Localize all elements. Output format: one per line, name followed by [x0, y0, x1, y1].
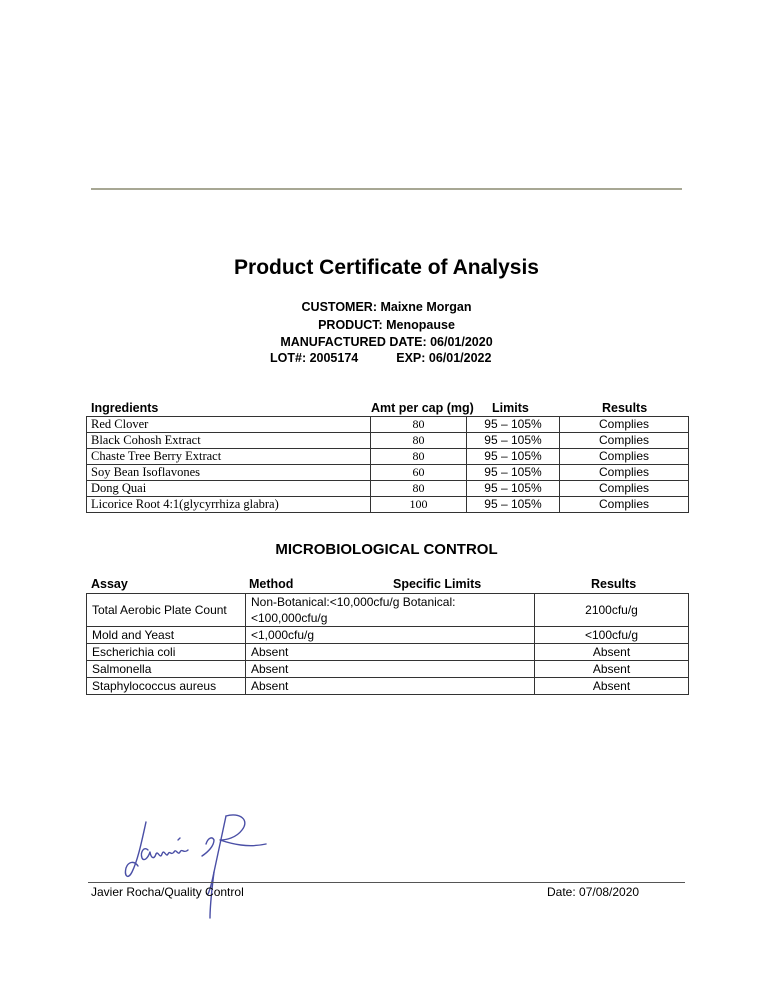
ingredient-name: Chaste Tree Berry Extract: [87, 449, 371, 465]
table-row: [87, 465, 689, 481]
signature-divider: [88, 882, 685, 883]
ingredient-amount: 80: [371, 433, 467, 449]
ingredient-limits: 95 – 105%: [467, 481, 560, 497]
assay-col-header: Assay: [91, 577, 128, 591]
ingredient-result: Complies: [560, 433, 689, 449]
ingredient-name: Red Clover: [87, 417, 371, 433]
table-row: [87, 594, 689, 627]
ingredient-limits: 95 – 105%: [467, 497, 560, 513]
ingredient-name: Licorice Root 4:1(glycyrrhiza glabra): [87, 497, 371, 513]
table-row: [87, 433, 689, 449]
ingredient-limits: 95 – 105%: [467, 449, 560, 465]
ingredient-amount: 100: [371, 497, 467, 513]
table-row: [87, 449, 689, 465]
ingredient-result: Complies: [560, 481, 689, 497]
ingredient-limits: 95 – 105%: [467, 465, 560, 481]
customer-line: CUSTOMER: Maixne Morgan: [301, 300, 472, 314]
ingredients-col-header: Ingredients: [91, 401, 159, 415]
ingredients-table: [86, 416, 689, 513]
assay-method: Absent: [246, 644, 535, 661]
limits-col-header: Specific Limits: [393, 577, 482, 591]
results-col-header: Results: [591, 577, 637, 591]
micro-table: [86, 593, 689, 695]
assay-method: Absent: [246, 678, 535, 695]
ingredient-amount: 80: [371, 417, 467, 433]
assay-method: <1,000cfu/g: [246, 627, 535, 644]
amount-col-header: Amt per cap (mg): [371, 401, 474, 415]
table-row: [87, 417, 689, 433]
assay-method: Absent: [246, 661, 535, 678]
expiry-date: EXP: 06/01/2022: [396, 351, 492, 365]
ingredient-amount: 60: [371, 465, 467, 481]
ingredient-name: Soy Bean Isoflavones: [87, 465, 371, 481]
document-title: Product Certificate of Analysis: [234, 256, 539, 279]
handwritten-signature: [118, 810, 278, 925]
assay-result: Absent: [535, 678, 689, 695]
manufactured-line: MANUFACTURED DATE: 06/01/2020: [280, 335, 493, 349]
signatory-name: Javier Rocha/Quality Control: [91, 885, 244, 899]
assay-result: <100cfu/g: [535, 627, 689, 644]
ingredient-amount: 80: [371, 481, 467, 497]
table-row: [87, 661, 689, 678]
assay-name: Staphylococcus aureus: [87, 678, 246, 695]
assay-name: Salmonella: [87, 661, 246, 678]
product-line: PRODUCT: Menopause: [318, 318, 455, 332]
ingredient-name: Black Cohosh Extract: [87, 433, 371, 449]
table-row: [87, 497, 689, 513]
ingredients-header: [91, 401, 689, 417]
results-col-header: Results: [602, 401, 648, 415]
ingredient-result: Complies: [560, 497, 689, 513]
ingredient-result: Complies: [560, 465, 689, 481]
micro-section-title: MICROBIOLOGICAL CONTROL: [275, 541, 498, 558]
ingredient-name: Dong Quai: [87, 481, 371, 497]
lot-exp-line: [270, 351, 491, 365]
table-row: [87, 481, 689, 497]
ingredient-amount: 80: [371, 449, 467, 465]
ingredient-result: Complies: [560, 417, 689, 433]
assay-method: Non-Botanical:<10,000cfu/g Botanical:<100,000cfu/g: [246, 594, 535, 627]
header-divider: [91, 188, 682, 190]
signature-date: Date: 07/08/2020: [547, 885, 640, 899]
assay-result: Absent: [535, 644, 689, 661]
table-row: [87, 644, 689, 661]
assay-result: Absent: [535, 661, 689, 678]
ingredient-result: Complies: [560, 449, 689, 465]
assay-name: Mold and Yeast: [87, 627, 246, 644]
limits-col-header: Limits: [492, 401, 529, 415]
table-row: [87, 678, 689, 695]
ingredient-limits: 95 – 105%: [467, 433, 560, 449]
method-col-header: Method: [249, 577, 294, 591]
table-row: [87, 627, 689, 644]
assay-result: 2100cfu/g: [535, 594, 689, 627]
ingredient-limits: 95 – 105%: [467, 417, 560, 433]
micro-header: [91, 577, 689, 593]
assay-name: Escherichia coli: [87, 644, 246, 661]
lot-number: LOT#: 2005174: [270, 351, 359, 365]
assay-name: Total Aerobic Plate Count: [87, 594, 246, 627]
